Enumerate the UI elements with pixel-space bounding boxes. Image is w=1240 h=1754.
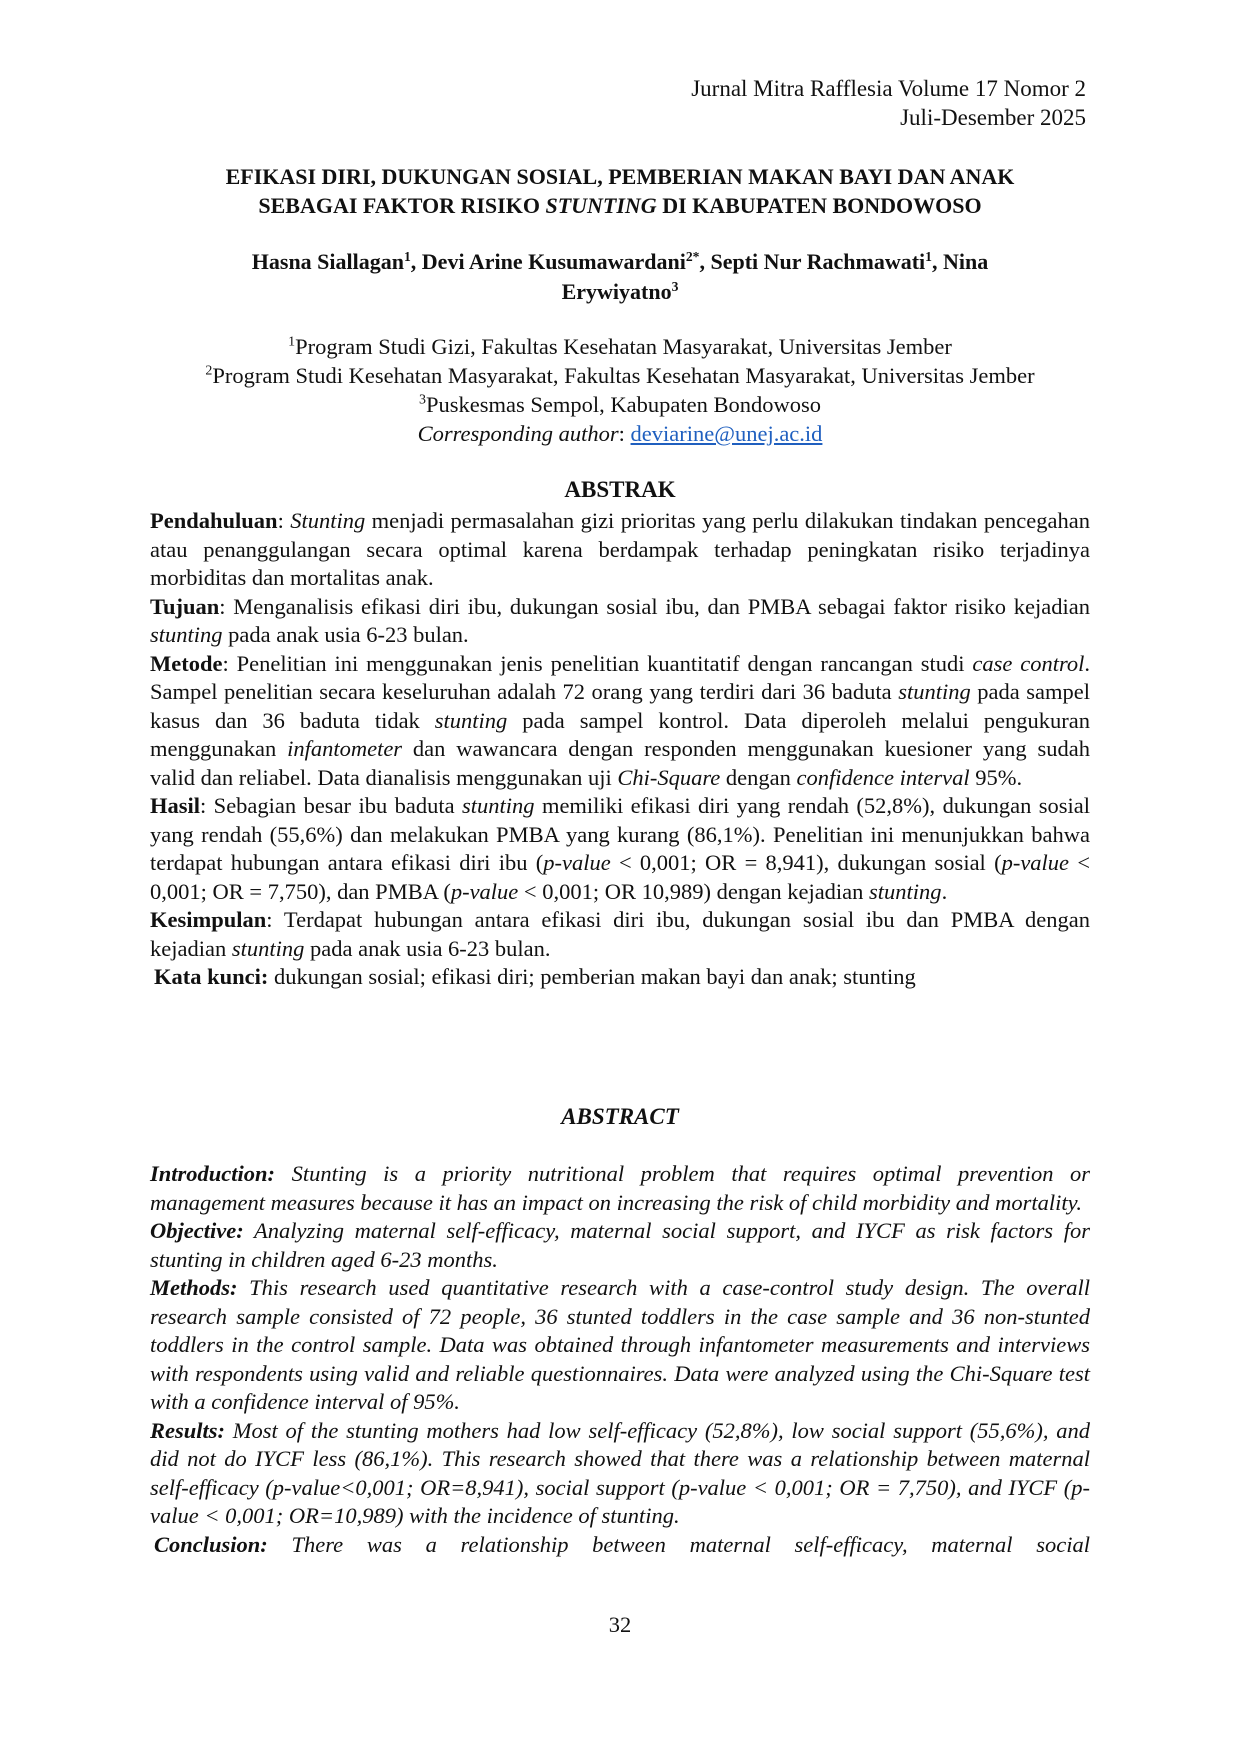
affiliation-3: $^3$Puskesmas Sempol, Kabupaten Bondowoso: [419, 392, 821, 417]
abstract-methods: Methods: This research used quantitative research with a case-control study design. The overall research sample consisted of 72 people, 36 stunted toddlers in the case sample and 36 non-stunted toddlers in the control sample. Data was obtained through infantometer measurements and interviews with respondents using valid and reliable questionnaires. Data were analyzed using the Chi-Square test with a confidence interval of 95%.: [150, 1275, 1090, 1414]
author-line-1: Hasna Siallagan$^1$, Devi Arine Kusumawardani$^{2*}$, Septi Nur Rachmawati$^1$, Nina: [251, 248, 989, 274]
journal-name: Jurnal Mitra Rafflesia Volume 17 Nomor 2: [691, 76, 1086, 101]
corresponding-author: Corresponding author: deviarine@unej.ac.id: [417, 421, 823, 446]
journal-period: Juli-Desember 2025: [900, 105, 1086, 130]
author-name: Erywiyatno: [561, 279, 672, 304]
abstract-heading: ABSTRACT: [561, 1104, 679, 1129]
abstrak-kata-kunci: Kata kunci: dukungan sosial; efikasi diri; pemberian makan bayi dan anak; stunting: [154, 964, 916, 989]
abstrak-metode: Metode: Penelitian ini menggunakan jenis penelitian kuantitatif dengan rancangan studi case control. Sampel penelitian secara keseluruhan adalah 72 orang yang terdiri dari 36 baduta stunting pada sampel kasus dan 36 baduta tidak stunting pada sampel kontrol. Data diperoleh melalui pengukuran menggunakan infantometer dan wawancara dengan responden menggunakan kuesioner yang sudah valid dan reliabel. Data dianalisis menggunakan uji Chi-Square dengan confidence interval 95%.: [150, 650, 1091, 790]
page-number: 32: [608, 1612, 632, 1637]
author-name: Septi Nur Rachmawati: [710, 249, 926, 274]
abstrak-hasil: Hasil: Sebagian besar ibu baduta stunting memiliki efikasi diri yang rendah (52,8%), dukungan sosial yang rendah (55,6%) dan melakukan PMBA yang kurang (86,1%). Penelitian ini menunjukkan bahwa terdapat hubungan antara efikasi diri ibu (p-value < 0,001; OR = 8,941), dukungan sosial (p-value < 0,001; OR = 7,750), dan PMBA (p-value < 0,001; OR 10,989) dengan kejadian stunting.: [150, 793, 1091, 904]
abstract-conclusion: Conclusion: There was a relationship between maternal self-efficacy, maternal social: [154, 1531, 1090, 1557]
abstract-objective: Objective: Analyzing maternal self-efficacy, maternal social support, and IYCF as risk factors for stunting in children aged 6-23 months.: [150, 1218, 1090, 1272]
affiliations: [150, 332, 1090, 448]
author-name: Hasna Siallagan: [251, 249, 404, 274]
author-superscript: 2*: [685, 248, 700, 264]
title-italic-term: STUNTING: [545, 193, 657, 218]
author-superscript: 1: [403, 248, 411, 264]
abstrak-body: [150, 507, 1090, 992]
author-line-2: [150, 277, 1090, 307]
abstrak-heading: ABSTRAK: [564, 477, 676, 502]
article-title: [150, 162, 1090, 220]
abstract-body: [150, 1160, 1090, 1559]
author-name: Devi Arine Kusumawardani: [421, 249, 686, 274]
title-line-1: EFIKASI DIRI, DUKUNGAN SOSIAL, PEMBERIAN MAKAN BAYI DAN ANAK: [225, 164, 1015, 189]
abstrak-tujuan: Tujuan: Menganalisis efikasi diri ibu, dukungan sosial ibu, dan PMBA sebagai faktor risiko kejadian stunting pada anak usia 6-23 bulan.: [150, 593, 1090, 647]
author-list: [150, 247, 1090, 307]
affiliation-2: $^2$Program Studi Kesehatan Masyarakat, Fakultas Kesehatan Masyarakat, Universitas Jember: [205, 363, 1035, 388]
abstrak-kesimpulan: Kesimpulan: Terdapat hubungan antara efikasi diri ibu, dukungan sosial ibu dan PMBA dengan kejadian stunting pada anak usia 6-23 bulan.: [150, 907, 1090, 961]
abstrak-pendahuluan: Pendahuluan: Stunting menjadi permasalahan gizi prioritas yang perlu dilakukan tindakan pencegahan atau penanggulangan secara optimal karena berdampak terhadap peningkatan risiko terjadinya morbiditas dan mortalitas anak.: [150, 508, 1090, 590]
running-header: [691, 74, 1086, 132]
abstract-results: Results: Most of the stunting mothers had low self-efficacy (52,8%), low social support (55,6%), and did not do IYCF less (86,1%). This research showed that there was a relationship between maternal self-efficacy (p-value<0,001; OR=8,941), social support (p-value < 0,001; OR = 7,750), and IYCF (p-value < 0,001; OR=10,989) with the incidence of stunting.: [150, 1417, 1090, 1528]
email-link[interactable]: deviarine@unej.ac.id: [630, 421, 823, 446]
abstract-introduction: Introduction: Stunting is a priority nutritional problem that requires optimal prevention or management measures because it has an impact on increasing the risk of child morbidity and mortality.: [150, 1161, 1090, 1215]
title-line-2: SEBAGAI FAKTOR RISIKO STUNTING DI KABUPATEN BONDOWOSO: [258, 193, 982, 218]
affiliation-1: $^1$Program Studi Gizi, Fakultas Kesehatan Masyarakat, Universitas Jember: [288, 334, 952, 359]
author-superscript: 1: [925, 248, 932, 264]
author-superscript: 3: [671, 278, 679, 294]
